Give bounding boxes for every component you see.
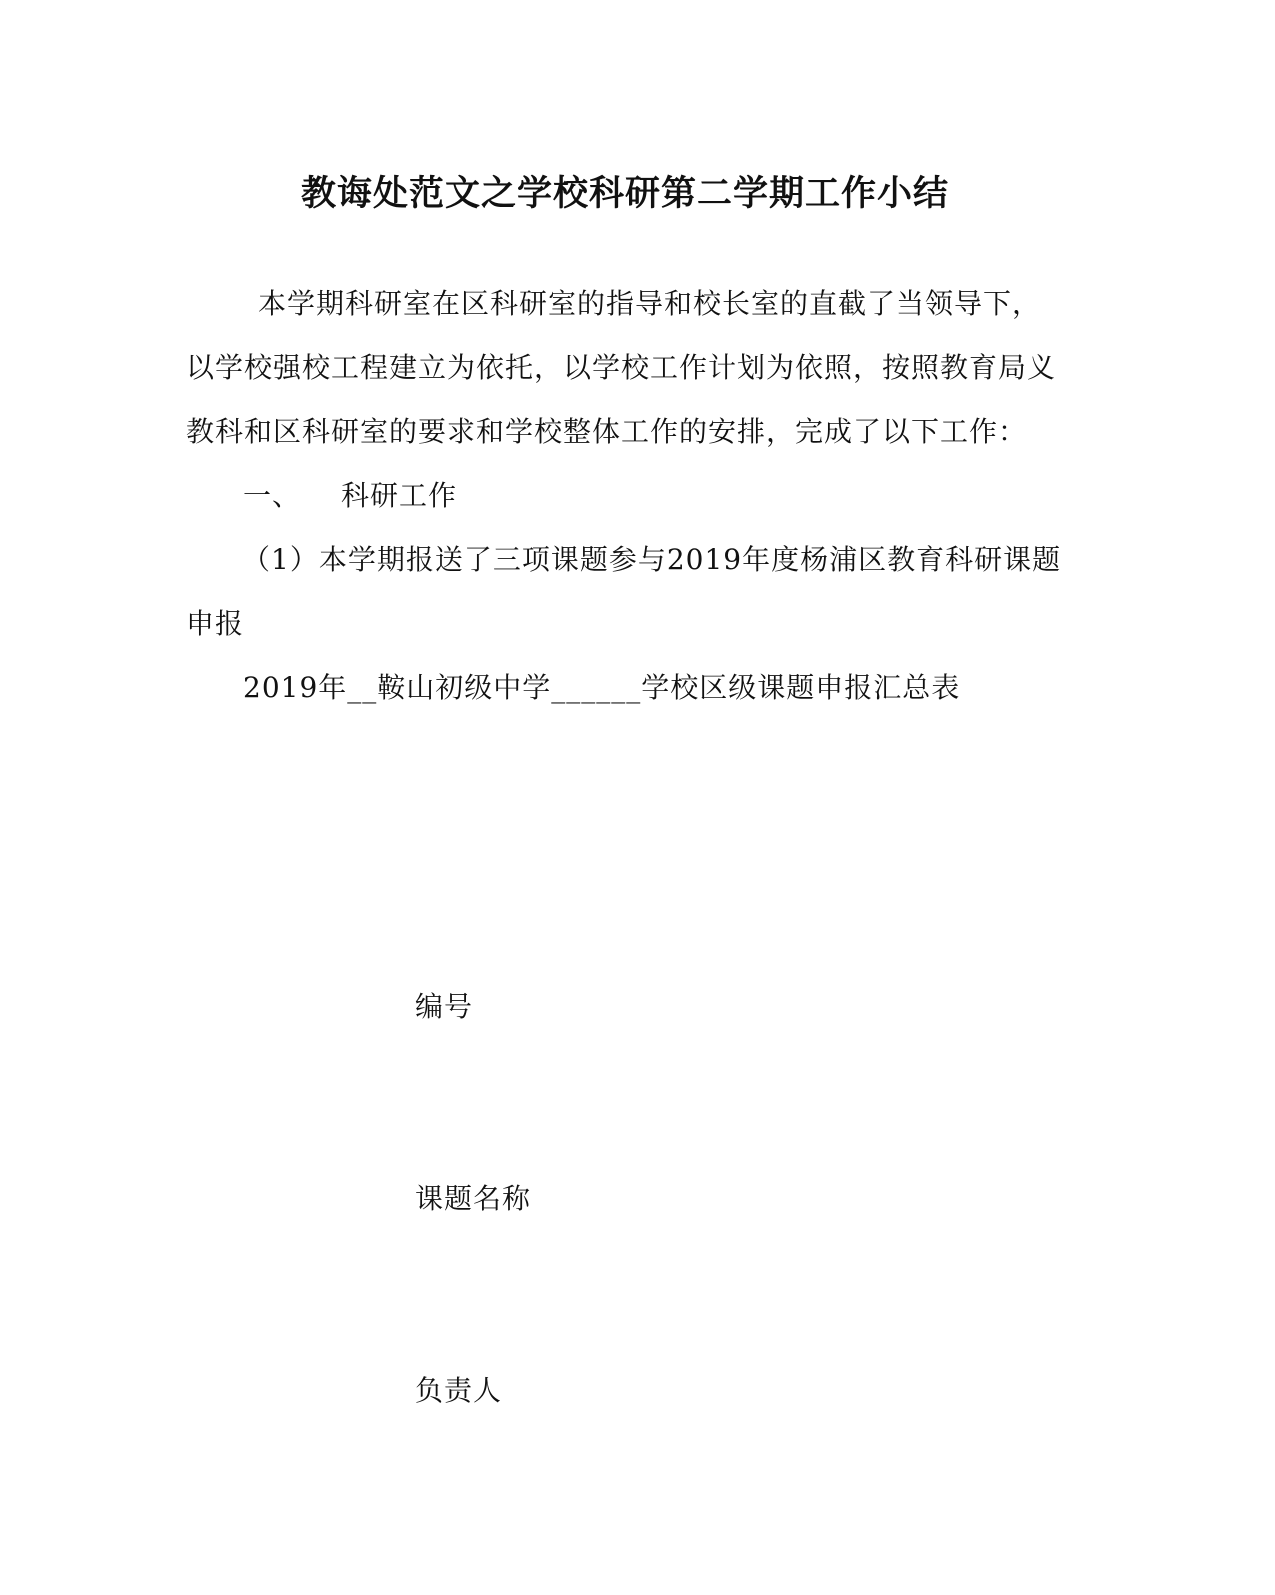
section-heading <box>243 464 1123 528</box>
section-title: 科研工作 <box>341 479 458 512</box>
section-number: 一、 <box>243 479 302 512</box>
table-caption: 2019年__鞍山初级中学______学校区级课题申报汇总表 <box>243 671 961 704</box>
table-field-topic-name: 课题名称 <box>415 1182 532 1215</box>
table-field-number: 编号 <box>415 990 474 1023</box>
table-field-responsible-person: 负责人 <box>415 1374 503 1407</box>
intro-paragraph: 本学期科研室在区科研室的指导和校长室的直截了当领导下，以学校强校工程建立为依托，以学校工作计划为依照，按照教育局义教科和区科研室的要求和学校整体工作的安排，完成了以下工作： <box>186 287 1057 448</box>
document-title: 教诲处范文之学校科研第二学期工作小结 <box>300 173 949 214</box>
item-paragraph: （1）本学期报送了三项课题参与2019年度杨浦区教育科研课题申报 <box>186 543 1062 640</box>
